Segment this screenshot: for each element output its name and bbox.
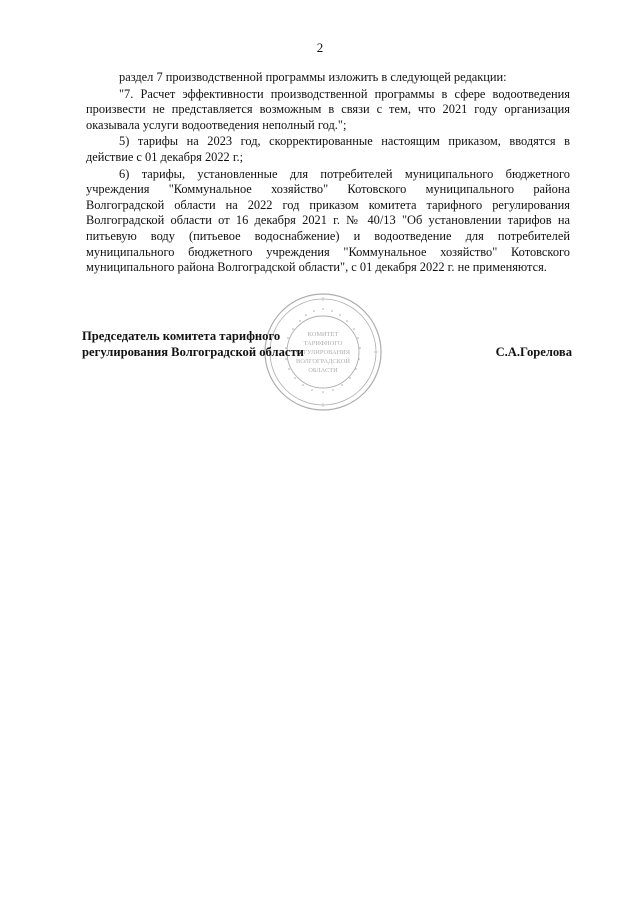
- page-number: 2: [316, 40, 324, 55]
- document-body: [86, 70, 570, 276]
- paragraph: 6) тарифы, установленные для потребителей муниципального бюджетного учреждения "Коммунальное хозяйство" Котовского муниципального района Волгоградской области на 2022 год приказом комитета тарифного регулирования Волгоградской области от 16 декабря 2021 г. № 40/13 "Об установлении тарифов на питьевую воду (питьевое водоснабжение) и водоотведение для потребителей муниципального бюджетного учреждения "Коммунальное хозяйство" Котовского муниципального района Волгоградской области", с 01 декабря 2022 г. не применяются.: [86, 166, 570, 275]
- signatory-name: С.А.Горелова: [495, 345, 572, 359]
- seal-text-line: РЕГУЛИРОВАНИЯ: [295, 349, 351, 356]
- seal-text-line: ВОЛГОГРАДСКОЙ: [295, 358, 351, 365]
- seal-text-line: ОБЛАСТИ: [308, 367, 338, 374]
- signatory-title-line: Председатель комитета тарифного: [82, 329, 281, 343]
- seal-text-line: КОМИТЕТ: [307, 331, 339, 338]
- paragraph: "7. Расчет эффективности производственной программы в сфере водоотведения произвести не представляется возможным в связи с тем, что 2021 году организация оказывала услуги водоотведения неполный год.";: [86, 86, 570, 132]
- signatory-title-line: регулирования Волгоградской области: [82, 345, 304, 359]
- signatory-title: [82, 328, 304, 360]
- signature-block: [82, 322, 572, 382]
- seal-text-line: ТАРИФНОГО: [303, 340, 343, 347]
- paragraph: раздел 7 производственной программы изложить в следующей редакции:: [119, 70, 507, 84]
- paragraph: 5) тарифы на 2023 год, скорректированные настоящим приказом, вводятся в действие с 01 декабря 2022 г.;: [86, 134, 570, 164]
